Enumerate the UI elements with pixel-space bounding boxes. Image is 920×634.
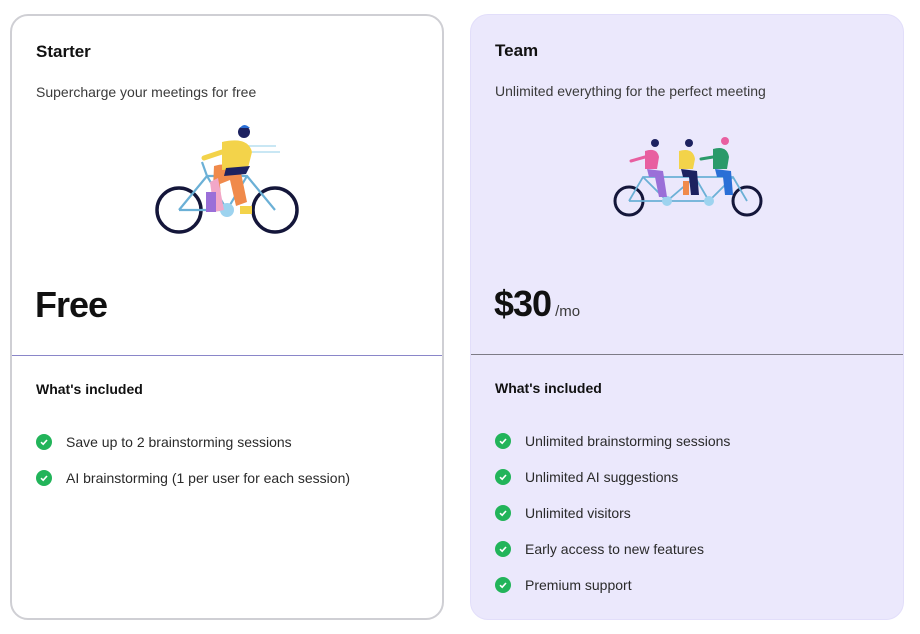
price-period: /mo — [555, 303, 581, 320]
feature-label: Unlimited AI suggestions — [525, 469, 679, 485]
included-title: What's included — [36, 381, 143, 397]
card-divider — [12, 355, 442, 356]
feature-list — [495, 423, 730, 603]
feature-label: Unlimited brainstorming sessions — [525, 433, 731, 449]
feature-label: Unlimited visitors — [525, 505, 631, 521]
card-divider — [471, 354, 903, 355]
price-value: Free — [35, 284, 108, 325]
price-row — [35, 284, 111, 326]
feature-item — [495, 459, 730, 495]
feature-item — [495, 567, 730, 603]
feature-item — [495, 423, 730, 459]
plan-card-team[interactable] — [470, 14, 904, 620]
check-circle-icon — [495, 505, 511, 521]
feature-label: Save up to 2 brainstorming sessions — [66, 434, 292, 450]
plan-tagline: Supercharge your meetings for free — [36, 84, 257, 100]
plan-name: Team — [495, 41, 539, 60]
check-circle-icon — [36, 434, 52, 450]
feature-label: Premium support — [525, 577, 632, 593]
plan-card-starter[interactable] — [10, 14, 444, 620]
feature-item — [495, 531, 730, 567]
single-cyclist-illustration — [152, 122, 302, 242]
check-circle-icon — [495, 541, 511, 557]
feature-list — [36, 424, 350, 496]
plan-tagline: Unlimited everything for the perfect meeting — [495, 83, 766, 99]
price-value: $30 — [494, 283, 552, 324]
included-title: What's included — [495, 380, 602, 396]
feature-item — [495, 495, 730, 531]
feature-label: Early access to new features — [525, 541, 704, 557]
check-circle-icon — [495, 577, 511, 593]
feature-item — [36, 424, 350, 460]
tandem-cyclists-illustration — [609, 137, 769, 221]
check-circle-icon — [495, 433, 511, 449]
plan-name: Starter — [36, 42, 91, 61]
feature-item — [36, 460, 350, 496]
check-circle-icon — [495, 469, 511, 485]
price-row — [494, 283, 580, 325]
check-circle-icon — [36, 470, 52, 486]
feature-label: AI brainstorming (1 per user for each session) — [66, 470, 351, 486]
